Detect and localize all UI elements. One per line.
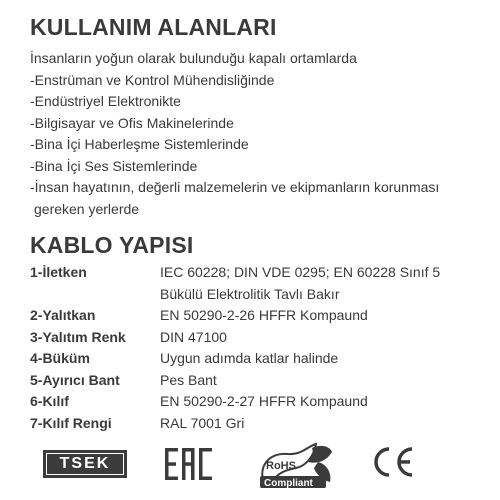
ce-mark-icon — [370, 444, 416, 485]
rohs-logo — [256, 442, 334, 495]
structure-value — [160, 262, 490, 305]
usage-title: KULLANIM ALANLARI — [30, 14, 277, 40]
usage-item: -İnsan hayatının, değerli malzemelerin ve ekipmanların korunması — [30, 179, 440, 195]
rohs-logo-bottom: Compliant — [264, 478, 313, 489]
structure-value: EN 50290-2-27 HFFR Kompaund — [160, 393, 368, 409]
structure-value: Pes Bant — [160, 371, 217, 388]
structure-key: 1-İletken — [30, 264, 87, 280]
structure-key: 7-Kılıf Rengi — [30, 414, 112, 431]
structure-table — [30, 262, 490, 434]
eac-mark-icon — [163, 446, 215, 487]
structure-value: RAL 7001 Gri — [160, 414, 245, 431]
structure-value-line: Bükülü Elektrolitik Tavlı Bakır — [160, 285, 340, 302]
structure-row — [30, 348, 490, 370]
usage-intro: İnsanların yoğun olarak bulunduğu kapalı ortamlarda — [30, 50, 357, 66]
usage-item: -Bilgisayar ve Ofis Makinelerinde — [30, 114, 234, 131]
usage-item-continuation: gereken yerlerde — [34, 200, 140, 217]
structure-key: 3-Yalıtım Renk — [30, 328, 126, 345]
structure-value: Uygun adımda katlar halinde — [160, 350, 339, 366]
structure-value: DIN 47100 — [160, 328, 227, 345]
structure-title: KABLO YAPISI — [30, 232, 194, 258]
structure-key: 6-Kılıf — [30, 393, 69, 409]
structure-row — [30, 391, 490, 413]
structure-key: 5-Ayırıcı Bant — [30, 371, 120, 388]
rohs-logo-top: RoHS — [266, 460, 296, 472]
usage-item: -Endüstriyel Elektronikte — [30, 93, 181, 109]
structure-row — [30, 370, 490, 392]
usage-item: -Enstrüman ve Kontrol Mühendisliğinde — [30, 71, 275, 88]
tsek-logo-text: TSEK — [46, 453, 124, 475]
structure-key: 2-Yalıtkan — [30, 307, 96, 323]
tsek-logo — [43, 450, 127, 478]
usage-item: -Bina İçi Haberleşme Sistemlerinde — [30, 136, 249, 152]
usage-item: -Bina İçi Ses Sistemlerinde — [30, 157, 198, 174]
structure-row — [30, 305, 490, 327]
structure-key: 4-Büküm — [30, 350, 90, 366]
usage-list — [30, 48, 490, 220]
structure-row — [30, 262, 490, 305]
structure-row — [30, 327, 490, 349]
structure-value: EN 50290-2-26 HFFR Kompaund — [160, 307, 368, 323]
structure-value-line: IEC 60228; DIN VDE 0295; EN 60228 Sınıf 5 — [160, 264, 441, 280]
certification-logos — [0, 430, 500, 490]
